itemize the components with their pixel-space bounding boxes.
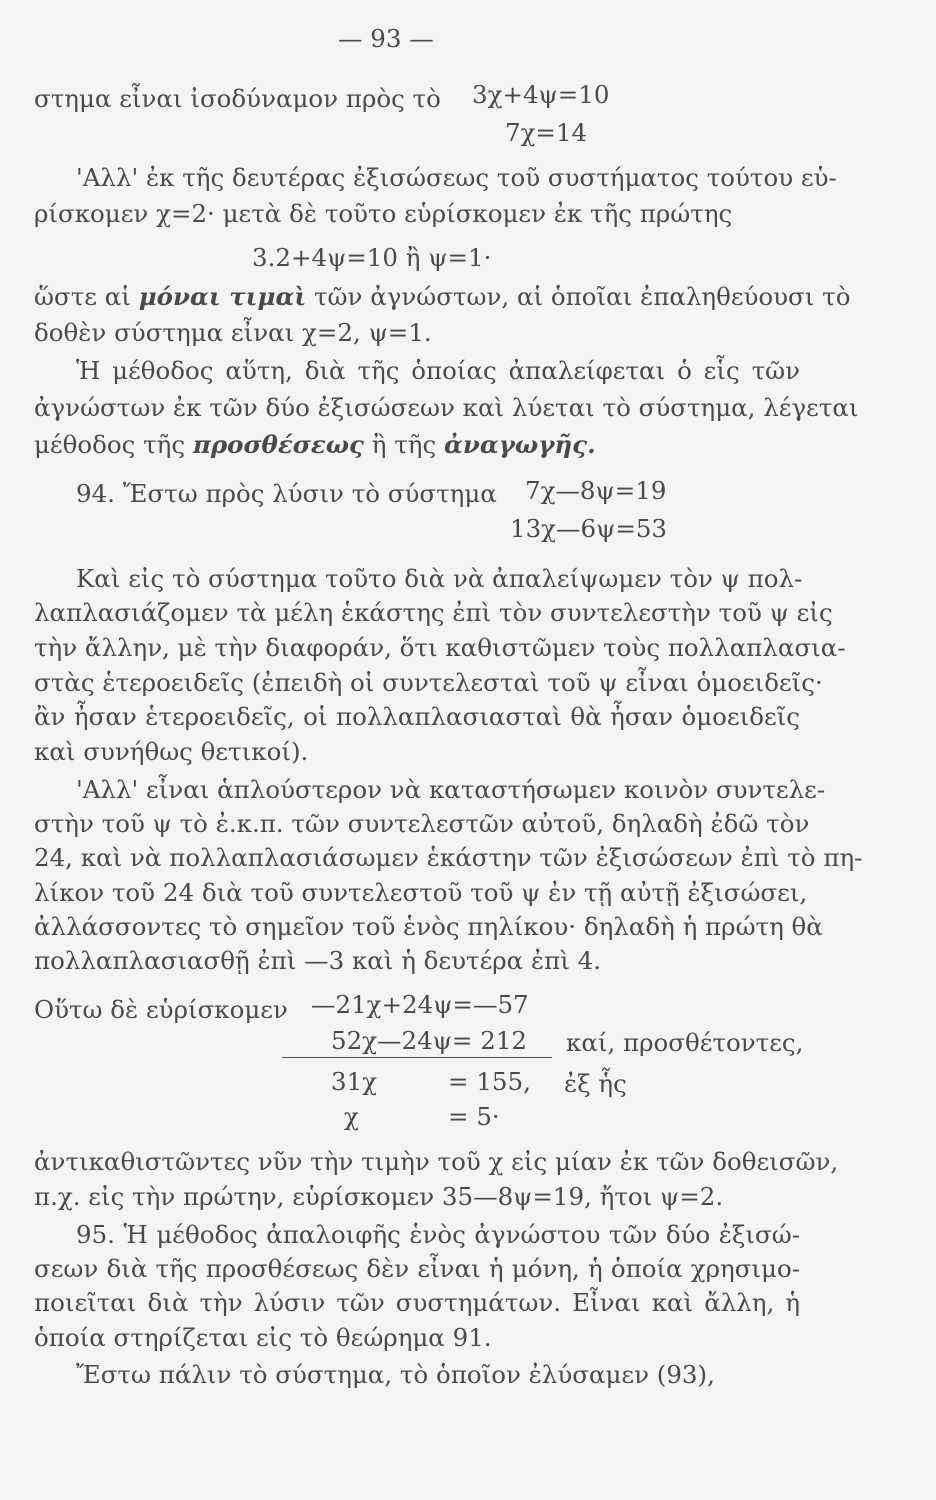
text-line: σεων διὰ τῆς προσθέσεως δὲν εἶναι ἡ μόνη, ἡ ὁποία χρησιμο-: [34, 1254, 800, 1283]
equation: = 5·: [448, 1102, 500, 1131]
text-line: Οὕτω δὲ εὑρίσκομεν: [34, 995, 288, 1024]
text-line: ρίσκομεν χ=2· μετὰ δὲ τοῦτο εὑρίσκομεν ἐκ τῆς πρώτης: [34, 199, 733, 228]
text-line: πολλαπλασιασθῇ ἐπὶ —3 καὶ ἡ δευτέρα ἐπὶ 4.: [34, 946, 602, 975]
equation: 13χ—6ψ=53: [510, 514, 668, 543]
equation: —21χ+24ψ=—57: [311, 990, 529, 1019]
text-line: λίκον τοῦ 24 διὰ τοῦ συντελεστοῦ τοῦ ψ ἐν τῇ αὐτῇ ἐξισώσει,: [34, 878, 808, 907]
text-line: στὰς ἑτεροειδεῖς (ἐπειδὴ οἱ συντελεσταὶ τοῦ ψ εἶναι ὁμοειδεῖς·: [34, 668, 823, 697]
text-line: ἀλλάσσοντες τὸ σημεῖον τοῦ ἑνὸς πηλίκου· δηλαδὴ ἡ πρώτη θὰ: [34, 912, 823, 941]
equation: = 155,: [448, 1067, 531, 1096]
text-line: καὶ συνήθως θετικοί).: [34, 737, 309, 766]
text-line: 'Αλλ' εἶναι ἁπλούστερον νὰ καταστήσωμεν κοινὸν συντελε-: [76, 775, 826, 804]
equation: 3χ+4ψ=10: [472, 80, 610, 109]
text-line: 95. Ἡ μέθοδος ἀπαλοιφῆς ἑνὸς ἀγνώστου τῶν δύο ἐξισώ-: [76, 1220, 800, 1249]
equation: 7χ=14: [505, 118, 588, 147]
text-line: τὴν ἄλλην, μὲ τὴν διαφοράν, ὅτι καθιστῶμεν τοὺς πολλαπλασια-: [34, 633, 846, 662]
emphasis: ἀναγωγῆς.: [443, 430, 596, 459]
equation: 31χ: [331, 1067, 378, 1096]
text-line: [34, 430, 800, 460]
text-line: ἀντικαθιστῶντες νῦν τὴν τιμὴν τοῦ χ εἰς μίαν ἐκ τῶν δοθεισῶν,: [34, 1147, 839, 1176]
emphasis: μόναι τιμαὶ: [138, 282, 307, 311]
text-line: [34, 282, 851, 312]
equation: 3.2+4ψ=10 ἢ ψ=1·: [252, 243, 492, 272]
text-span: ὥστε αἱ: [34, 282, 131, 311]
text-line: Ἔστω πάλιν τὸ σύστημα, τὸ ὁποῖον ἐλύσαμεν (93),: [76, 1360, 715, 1389]
text-span: τῶν ἀγνώστων, αἱ ὁποῖαι ἐπαληθεύουσι τὸ: [313, 282, 851, 311]
text-line: 24, καὶ νὰ πολλαπλασιάσωμεν ἑκάστην τῶν ἐξισώσεων ἐπὶ τὸ πη-: [34, 843, 863, 872]
sum-rule: [282, 1057, 552, 1058]
equation: χ: [344, 1102, 359, 1131]
text-line: ποιεῖται διὰ τὴν λύσιν τῶν συστημάτων. Εἶναι καὶ ἄλλη, ἡ: [34, 1288, 800, 1317]
emphasis: προσθέσεως: [192, 430, 364, 459]
text-span: μέθοδος τῆς: [34, 430, 186, 459]
text-line: ἐξ ἧς: [564, 1069, 627, 1098]
text-line: στημα εἶναι ἰσοδύναμον πρὸς τὸ: [34, 84, 441, 113]
text-line: λαπλασιάζομεν τὰ μέλη ἑκάστης ἐπὶ τὸν συντελεστὴν τοῦ ψ εἰς: [34, 598, 833, 627]
text-line: ἂν ἦσαν ἑτεροειδεῖς, οἱ πολλαπλασιασταὶ θὰ ἦσαν ὁμοειδεῖς: [34, 702, 800, 731]
page-number: — 93 —: [338, 24, 434, 53]
text-line: Καὶ εἰς τὸ σύστημα τοῦτο διὰ νὰ ἀπαλείψωμεν τὸν ψ πολ-: [76, 564, 803, 593]
text-line: καί, προσθέτοντες,: [566, 1028, 804, 1057]
text-line: π.χ. εἰς τὴν πρώτην, εὑρίσκομεν 35—8ψ=19, ἤτοι ψ=2.: [34, 1182, 724, 1211]
text-line: 94. Ἔστω πρὸς λύσιν τὸ σύστημα: [76, 479, 497, 508]
text-line: στὴν τοῦ ψ τὸ ἐ.κ.π. τῶν συντελεστῶν αὐτοῦ, δηλαδὴ ἐδῶ τὸν: [34, 809, 810, 838]
text-line: δοθὲν σύστημα εἶναι χ=2, ψ=1.: [34, 318, 432, 347]
text-span: ἢ τῆς: [371, 430, 437, 459]
text-line: ὁποία στηρίζεται εἰς τὸ θεώρημα 91.: [34, 1323, 492, 1352]
text-line: ἀγνώστων ἐκ τῶν δύο ἐξισώσεων καὶ λύεται τὸ σύστημα, λέγεται: [34, 393, 859, 422]
equation: 7χ—8ψ=19: [525, 476, 667, 505]
equation: 52χ—24ψ= 212: [331, 1026, 527, 1055]
text-line: Ἡ μέθοδος αὕτη, διὰ τῆς ὁποίας ἀπαλείφεται ὁ εἷς τῶν: [76, 356, 800, 385]
text-line: 'Αλλ' ἐκ τῆς δευτέρας ἐξισώσεως τοῦ συστήματος τούτου εὑ-: [76, 163, 837, 192]
